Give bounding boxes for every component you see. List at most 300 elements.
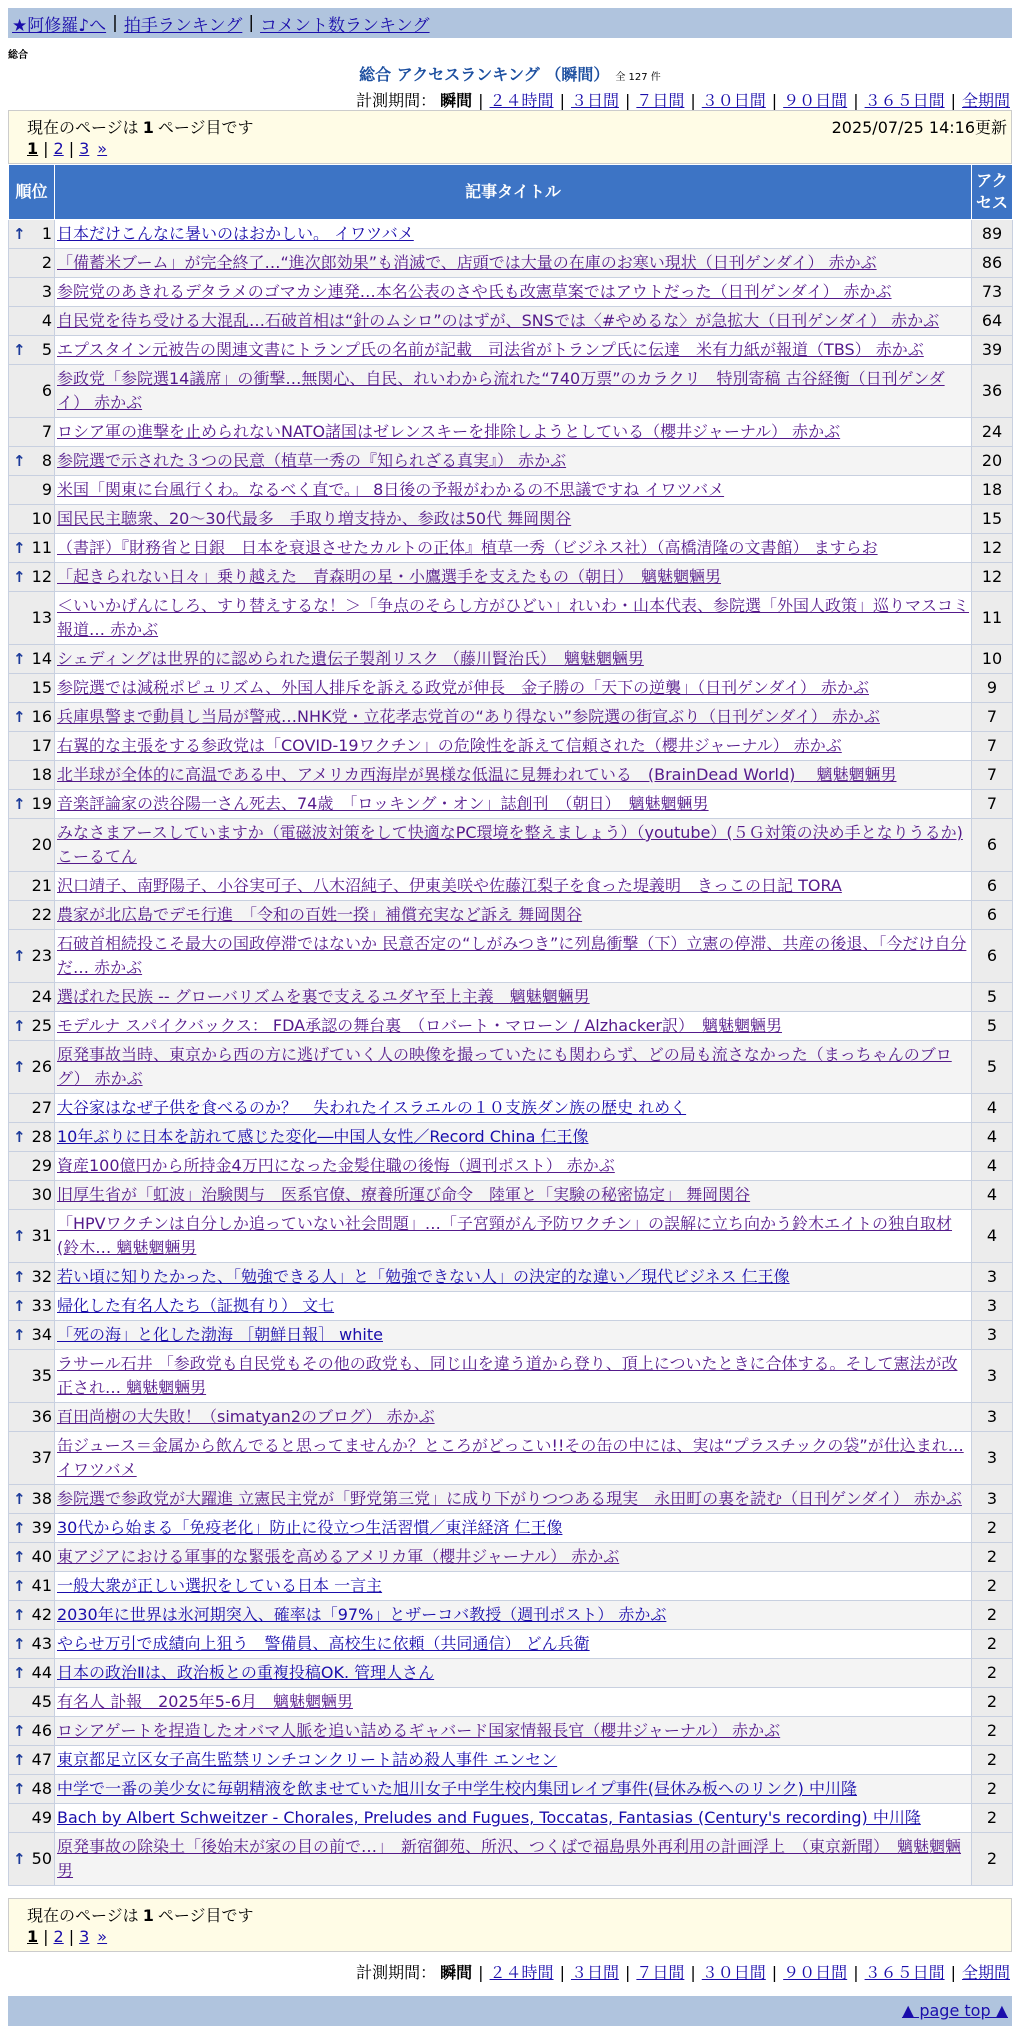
title-cell (55, 563, 972, 592)
period-label: 計測期間： (356, 1963, 437, 1982)
rank-up-arrow-icon: ↑ (13, 1664, 26, 1682)
rank-cell (9, 1717, 55, 1746)
current-page-prefix: 現在のページは (27, 1906, 139, 1925)
table-row (9, 1601, 1013, 1630)
access-count: 5 (972, 1012, 1013, 1041)
table-row (9, 1181, 1013, 1210)
pagination-page-link[interactable]: 2 (53, 139, 64, 158)
period-separator: | (478, 1963, 484, 1982)
title-cell (55, 534, 972, 563)
rank-number: 39 (31, 1518, 52, 1537)
period-separator: | (690, 91, 696, 110)
access-count: 3 (972, 1292, 1013, 1321)
title-cell (55, 1717, 972, 1746)
rank-number: 7 (41, 422, 52, 441)
page-top-link[interactable]: ▲ page top ▲ (901, 2001, 1008, 2020)
section-label: 総合 (8, 50, 28, 61)
article-title-link[interactable]: ロシアゲートを捏造したオバマ人脈を追い詰めるギャバード国家情報長官（櫻井ジャーナル） 赤かぶ (57, 1721, 781, 1740)
rank-up-arrow-icon: ↑ (13, 1751, 26, 1769)
period-link[interactable]: ９０日間 (783, 91, 848, 110)
article-title-link[interactable]: 兵庫県警まで動員し当局が警戒…NHK党・立花孝志党首の“あり得ない”参院選の街宣ぶり（日刊ゲンダイ） 赤かぶ (57, 707, 880, 726)
table-row (9, 1041, 1013, 1094)
period-selector-top (356, 88, 1010, 111)
rank-number: 47 (31, 1750, 52, 1769)
article-title-link[interactable]: 百田尚樹の大失敗！（simatyan2のブログ） 赤かぶ (57, 1407, 435, 1426)
access-count: 2 (972, 1601, 1013, 1630)
ranking-table (8, 164, 1013, 1886)
title-cell (55, 645, 972, 674)
rank-cell (9, 505, 55, 534)
access-count: 4 (972, 1152, 1013, 1181)
rank-up-arrow-icon: ↑ (13, 1548, 26, 1566)
period-link[interactable]: ３日間 (570, 91, 619, 110)
rank-cell (9, 790, 55, 819)
footer-bar (8, 1996, 1012, 2026)
title-cell (55, 447, 972, 476)
access-count: 7 (972, 703, 1013, 732)
rank-cell (9, 732, 55, 761)
pagination-page-current[interactable]: 1 (27, 139, 39, 158)
rank-up-arrow-icon: ↑ (13, 452, 26, 470)
rank-cell (9, 220, 55, 249)
rank-number: 15 (31, 678, 52, 697)
article-title-link[interactable]: （書評）『財務省と日銀 日本を衰退させたカルトの正体』植草一秀（ビジネス社）（高橋清隆の文書館） ますらお (57, 538, 878, 557)
rank-number: 2 (41, 253, 52, 272)
article-title-link[interactable]: 「HPVワクチンは自分しか追っていない社会問題」…「子宮頸がん予防ワクチン」の誤解に立ち向かう鈴木エイトの独自取材(鈴木… 魑魅魍魎男 (57, 1214, 953, 1257)
title-cell (55, 1403, 972, 1432)
rank-cell (9, 365, 55, 418)
rank-number: 28 (31, 1127, 52, 1146)
access-count: 3 (972, 1485, 1013, 1514)
access-count: 12 (972, 563, 1013, 592)
table-row (9, 220, 1013, 249)
rank-number: 24 (31, 987, 52, 1006)
rank-up-arrow-icon: ↑ (13, 1577, 26, 1595)
article-title-link[interactable]: 「起きられない日々」乗り越えた 青森明の星・小鷹選手を支えたもの（朝日） 魑魅魍魎男 (57, 567, 722, 586)
title-cell (55, 1181, 972, 1210)
period-separator: | (559, 1963, 565, 1982)
table-row (9, 1094, 1013, 1123)
rank-up-arrow-icon: ↑ (13, 225, 26, 243)
rank-up-arrow-icon: ↑ (13, 1519, 26, 1537)
period-separator: | (559, 91, 565, 110)
article-title-link[interactable]: 「備蓄米ブーム」が完全終了…“進次郎効果”も消滅で、店頭では大量の在庫のお寒い現状（日刊ゲンダイ） 赤かぶ (57, 253, 877, 272)
rank-cell (9, 983, 55, 1012)
rank-cell (9, 819, 55, 872)
title-cell (55, 1833, 972, 1886)
table-row (9, 307, 1013, 336)
rank-cell (9, 1543, 55, 1572)
article-title-link[interactable]: 国民民主聴衆、20～30代最多 手取り増支持か、参政は50代 舞岡関谷 (57, 509, 572, 528)
rank-cell (9, 1659, 55, 1688)
article-title-link[interactable]: 参院選で参政党が大躍進 立憲民主党が「野党第三党」に成り下がりつつある現実 永田町の裏を読む（日刊ゲンダイ） 赤かぶ (57, 1489, 962, 1508)
title-cell (55, 1321, 972, 1350)
period-separator: | (624, 91, 631, 110)
title-cell (55, 336, 972, 365)
access-count: 4 (972, 1181, 1013, 1210)
article-title-link[interactable]: 参政党「参院選14議席」の衝撃…無関心、自民、れいわから流れた“740万票”のカラクリ 特別寄稿 古谷経衡（日刊ゲンダイ） 赤かぶ (57, 369, 945, 412)
rank-cell (9, 1094, 55, 1123)
table-row (9, 1630, 1013, 1659)
rank-number: 13 (31, 608, 52, 627)
page-title-text: 総合 アクセスランキング （瞬間） (359, 65, 610, 84)
table-row (9, 1659, 1013, 1688)
article-title-link[interactable]: シェディングは世界的に認められた遺伝子製剤リスク （藤川賢治氏） 魑魅魍魎男 (57, 649, 644, 668)
rank-up-arrow-icon: ↑ (13, 1722, 26, 1740)
article-title-link[interactable]: 石破首相続投こそ最大の国政停滞ではないか 民意否定の“しがみつき”に列島衝撃（下）立憲の停滞、共産の後退、「今だけ自分だ… 赤かぶ (57, 934, 967, 977)
access-count: 12 (972, 534, 1013, 563)
table-row (9, 1012, 1013, 1041)
table-row (9, 1514, 1013, 1543)
rank-number: 33 (31, 1296, 52, 1315)
access-count: 18 (972, 476, 1013, 505)
article-title-link[interactable]: 北半球が全体的に高温である中、アメリカ西海岸が異様な低温に見舞われている (BrainDead World) 魑魅魍魎男 (57, 765, 897, 784)
access-count: 3 (972, 1263, 1013, 1292)
rank-number: 35 (31, 1366, 52, 1385)
rank-number: 38 (31, 1489, 52, 1508)
title-cell (55, 1012, 972, 1041)
rank-number: 4 (41, 311, 52, 330)
rank-number: 29 (31, 1156, 52, 1175)
rank-number: 10 (31, 509, 52, 528)
rank-cell (9, 1292, 55, 1321)
pagination (27, 1927, 107, 1946)
title-cell (55, 1432, 972, 1485)
pagination-separator: | (68, 139, 75, 158)
article-title-link[interactable]: 自民党を待ち受ける大混乱…石破首相は“針のムシロ”のはずが、SNSでは〈#やめるな〉が急拡大（日刊ゲンダイ） 赤かぶ (57, 311, 940, 330)
access-count: 6 (972, 930, 1013, 983)
rank-number: 12 (31, 567, 52, 586)
col-access-header: アクセス (972, 165, 1013, 220)
rank-number: 32 (31, 1267, 52, 1286)
article-title-link[interactable]: 日本だけこんなに暑いのはおかしい。 イワツバメ (57, 224, 414, 243)
rank-cell (9, 761, 55, 790)
period-link[interactable]: ３０日間 (701, 91, 766, 110)
table-row (9, 703, 1013, 732)
title-cell (55, 1630, 972, 1659)
title-cell (55, 1775, 972, 1804)
current-page-suffix: ページ目です (157, 118, 254, 137)
period-link[interactable]: 全期間 (961, 1963, 1010, 1982)
article-title-link[interactable]: エプスタイン元被告の関連文書にトランプ氏の名前が記載 司法省がトランプ氏に伝達 米有力紙が報道（TBS） 赤かぶ (57, 340, 924, 359)
rank-number: 49 (31, 1808, 52, 1827)
rank-number: 5 (41, 340, 52, 359)
current-page-text (27, 1903, 254, 1926)
pagination-page-current[interactable]: 1 (27, 1927, 39, 1946)
article-title-link[interactable]: ＜いいかげんにしろ、すり替えするな！＞「争点のそらし方がひどい」れいわ・山本代表、参院選「外国人政策」巡りマスコミ報道… 赤かぶ (57, 596, 970, 639)
pagination-page-link[interactable]: 2 (53, 1927, 64, 1946)
period-separator: | (478, 91, 484, 110)
article-title-link[interactable]: 東アジアにおける軍事的な緊張を高めるアメリカ軍（櫻井ジャーナル） 赤かぶ (57, 1547, 620, 1566)
rank-cell (9, 592, 55, 645)
current-page-number: 1 (142, 118, 154, 137)
article-title-link[interactable]: Bach by Albert Schweitzer - Chorales, Preludes and Fugues, Toccatas, Fantasias (Century's recording) 中川隆 (57, 1808, 921, 1827)
top-nav-bar (8, 8, 1012, 38)
rank-number: 46 (31, 1721, 52, 1740)
rank-number: 26 (31, 1057, 52, 1076)
article-title-link[interactable]: 参院選で示された３つの民意（植草一秀の『知られざる真実』） 赤かぶ (57, 451, 567, 470)
nav-separator: | (112, 13, 118, 33)
rank-cell (9, 1321, 55, 1350)
access-count: 4 (972, 1210, 1013, 1263)
table-row (9, 1350, 1013, 1403)
table-row (9, 278, 1013, 307)
table-row (9, 249, 1013, 278)
table-row (9, 872, 1013, 901)
title-cell (55, 1572, 972, 1601)
article-title-link[interactable]: 原発事故の除染土「後始末が家の目の前で…」 新宿御苑、所沢、つくばで福島県外再利用の計画浮上 （東京新聞） 魑魅魍魎男 (57, 1837, 962, 1880)
pagination-next-link[interactable]: » (97, 1927, 108, 1946)
rank-number: 34 (31, 1325, 52, 1344)
period-separator: | (771, 1963, 778, 1982)
access-count: 2 (972, 1572, 1013, 1601)
pagination-page-link[interactable]: 3 (79, 139, 90, 158)
title-cell (55, 1123, 972, 1152)
period-link[interactable]: ３６５日間 (864, 91, 945, 110)
period-link[interactable]: ９０日間 (783, 1963, 848, 1982)
article-title-link[interactable]: 帰化した有名人たち（証拠有り） 文七 (57, 1296, 335, 1315)
access-count: 7 (972, 732, 1013, 761)
access-count: 11 (972, 592, 1013, 645)
period-separator: | (853, 91, 859, 110)
article-title-link[interactable]: 有名人 訃報 2025年5-6月 魑魅魍魎男 (57, 1692, 353, 1711)
title-cell (55, 1659, 972, 1688)
article-title-link[interactable]: やらせ万引で成績向上狙う 警備員、高校生に依頼（共同通信） どん兵衛 (57, 1634, 590, 1653)
rank-up-arrow-icon: ↑ (13, 1268, 26, 1286)
rank-number: 1 (41, 224, 52, 243)
title-cell (55, 1804, 972, 1833)
rank-cell (9, 418, 55, 447)
table-row (9, 1432, 1013, 1485)
article-title-link[interactable]: みなさまアースしていますか（電磁波対策をして快適なPC環境を整えましょう）（youtube）(５Ｇ対策の決め手となりうるか) こーるてん (57, 823, 963, 866)
table-row (9, 1485, 1013, 1514)
rank-number: 18 (31, 765, 52, 784)
current-page-prefix: 現在のページは (27, 118, 139, 137)
rank-number: 50 (31, 1849, 52, 1868)
article-title-link[interactable]: ロシア軍の進撃を止められないNATO諸国はゼレンスキーを排除しようとしている（櫻井ジャーナル） 赤かぶ (57, 422, 841, 441)
rank-number: 30 (31, 1185, 52, 1204)
period-link[interactable]: ３０日間 (701, 1963, 766, 1982)
article-title-link[interactable]: 大谷家はなぜ子供を食べるのか？ 失われたイスラエルの１０支族ダン族の歴史 れめく (57, 1098, 687, 1117)
rank-cell (9, 249, 55, 278)
col-title-header: 記事タイトル (55, 165, 972, 220)
access-count: 7 (972, 761, 1013, 790)
rank-up-arrow-icon: ↑ (13, 568, 26, 586)
table-row (9, 1263, 1013, 1292)
rank-up-arrow-icon: ↑ (13, 1606, 26, 1624)
period-separator: | (624, 1963, 631, 1982)
table-row (9, 1572, 1013, 1601)
rank-number: 17 (31, 736, 52, 755)
access-count: 2 (972, 1775, 1013, 1804)
rank-number: 42 (31, 1605, 52, 1624)
period-separator: | (690, 1963, 696, 1982)
period-link[interactable]: 全期間 (961, 91, 1010, 110)
table-row (9, 645, 1013, 674)
period-link[interactable]: ７日間 (636, 91, 685, 110)
rank-number: 6 (41, 381, 52, 400)
table-row (9, 418, 1013, 447)
title-cell (55, 1543, 972, 1572)
title-cell (55, 592, 972, 645)
rank-cell (9, 872, 55, 901)
nav-comment-ranking-link[interactable]: コメント数ランキング (260, 15, 430, 36)
rank-cell (9, 1123, 55, 1152)
table-row (9, 674, 1013, 703)
article-title-link[interactable]: 参院党のあきれるデタラメのゴマカシ連発…本名公表のさや氏も改憲草案ではアウトだった（日刊ゲンダイ） 赤かぶ (57, 282, 892, 301)
period-link[interactable]: ３日間 (570, 1963, 619, 1982)
article-title-link[interactable]: 若い頃に知りたかった、「勉強できる人」と「勉強できない人」の決定的な違い／現代ビジネス 仁王像 (57, 1267, 790, 1286)
article-title-link[interactable]: 音楽評論家の渋谷陽一さん死去、74歳 「ロッキング・オン」誌創刊 （朝日） 魑魅魍魎男 (57, 794, 709, 813)
table-row (9, 1804, 1013, 1833)
table-row (9, 761, 1013, 790)
rank-cell (9, 1181, 55, 1210)
article-title-link[interactable]: 沢口靖子、南野陽子、小谷実可子、八木沼純子、伊東美咲や佐藤江梨子を食った堤義明 きっこの日記 TORA (57, 876, 842, 895)
rank-cell (9, 1403, 55, 1432)
access-count: 2 (972, 1804, 1013, 1833)
current-page-text (27, 115, 254, 138)
rank-number: 9 (41, 480, 52, 499)
period-link[interactable]: ２４時間 (489, 1963, 554, 1982)
access-count: 2 (972, 1543, 1013, 1572)
rank-cell (9, 1350, 55, 1403)
title-cell (55, 1746, 972, 1775)
article-title-link[interactable]: 右翼的な主張をする参政党は「COVID-19ワクチン」の危険性を訴えて信頼された（櫻井ジャーナル） 赤かぶ (57, 736, 842, 755)
period-separator: | (771, 91, 778, 110)
nav-clap-ranking-link[interactable]: 拍手ランキング (123, 15, 243, 36)
period-current: 瞬間 (440, 91, 473, 110)
col-rank-header: 順位 (9, 165, 55, 220)
title-cell (55, 365, 972, 418)
access-count: 6 (972, 819, 1013, 872)
article-title-link[interactable]: 参院選では減税ポピュリズム、外国人排斥を訴える政党が伸長 金子勝の「天下の逆襲」（日刊ゲンダイ） 赤かぶ (57, 678, 869, 697)
ranking-table-body (9, 220, 1013, 1886)
rank-cell (9, 1041, 55, 1094)
table-row (9, 592, 1013, 645)
article-title-link[interactable]: 10年ぶりに日本を訪れて感じた変化―中国人女性／Record China 仁王像 (57, 1127, 589, 1146)
access-count: 2 (972, 1746, 1013, 1775)
rank-cell (9, 1833, 55, 1886)
current-page-number: 1 (142, 1906, 154, 1925)
access-count: 7 (972, 790, 1013, 819)
article-title-link[interactable]: 中学で一番の美少女に毎朝精液を飲ませていた旭川女子中学生校内集団レイプ事件(昼休み板へのリンク) 中川隆 (57, 1779, 857, 1798)
rank-number: 40 (31, 1547, 52, 1566)
table-row (9, 819, 1013, 872)
rank-cell (9, 1485, 55, 1514)
rank-cell (9, 476, 55, 505)
rank-number: 36 (31, 1407, 52, 1426)
table-row (9, 1403, 1013, 1432)
article-title-link[interactable]: 30代から始まる「免疫老化」防止に役立つ生活習慣／東洋経済 仁王像 (57, 1518, 563, 1537)
article-title-link[interactable]: 缶ジュース＝金属から飲んでると思ってませんか？ところがどっこい!!その缶の中には、実は“プラスチックの袋”が仕込まれ… イワツバメ (57, 1436, 964, 1479)
nav-separator: | (248, 13, 255, 33)
article-title-link[interactable]: 一般大衆が正しい選択をしている日本 一言主 (57, 1576, 383, 1595)
rank-up-arrow-icon: ↑ (13, 1227, 26, 1245)
table-row (9, 732, 1013, 761)
table-row (9, 1833, 1013, 1886)
table-row (9, 1321, 1013, 1350)
title-cell (55, 790, 972, 819)
access-count: 3 (972, 1403, 1013, 1432)
title-cell (55, 1350, 972, 1403)
access-count: 6 (972, 872, 1013, 901)
access-count: 20 (972, 447, 1013, 476)
rank-up-arrow-icon: ↑ (13, 1017, 26, 1035)
pagination-page-link[interactable]: 3 (79, 1927, 90, 1946)
title-cell (55, 249, 972, 278)
rank-cell (9, 1688, 55, 1717)
pagination-next-link[interactable]: » (97, 139, 108, 158)
access-count: 2 (972, 1630, 1013, 1659)
rank-number: 37 (31, 1448, 52, 1467)
article-title-link[interactable]: 農家が北広島でデモ行進 「令和の百姓一揆」補償充実など訴え 舞岡関谷 (57, 905, 583, 924)
rank-number: 3 (41, 282, 52, 301)
access-count: 24 (972, 418, 1013, 447)
article-title-link[interactable]: 原発事故当時、東京から西の方に逃げていく人の映像を撮っていたにも関わらず、どの局も流さなかった（まっちゃんのブログ） 赤かぶ (57, 1045, 952, 1088)
title-cell (55, 1210, 972, 1263)
article-title-link[interactable]: 日本の政治Ⅱは、政治板との重複投稿OK. 管理人さん (57, 1663, 435, 1682)
access-count: 2 (972, 1717, 1013, 1746)
title-cell (55, 703, 972, 732)
rank-number: 8 (41, 451, 52, 470)
period-link[interactable]: ７日間 (636, 1963, 685, 1982)
article-title-link[interactable]: 「死の海」と化した渤海 ［朝鮮日報］ white (57, 1325, 383, 1344)
rank-cell (9, 1012, 55, 1041)
access-count: 10 (972, 645, 1013, 674)
title-cell (55, 872, 972, 901)
rank-number: 16 (31, 707, 52, 726)
rank-up-arrow-icon: ↑ (13, 1326, 26, 1344)
updated-timestamp: 2025/07/25 14:16更新 (831, 118, 1007, 137)
article-title-link[interactable]: 旧厚生省が「虹波」治験関与 医系官僚、療養所運び命令 陸軍と「実験の秘密協定」 舞岡関谷 (57, 1185, 751, 1204)
period-selector-bottom (356, 1960, 1010, 1983)
article-title-link[interactable]: ラサール石井 「参政党も自民党もその他の政党も、同じ山を違う道から登り、頂上についたときに合体する。そして憲法が改正され… 魑魅魍魎男 (57, 1354, 958, 1397)
table-row (9, 1152, 1013, 1181)
period-separator: | (950, 91, 956, 110)
rank-up-arrow-icon: ↑ (13, 650, 26, 668)
rank-cell (9, 1514, 55, 1543)
article-title-link[interactable]: 東京都足立区女子高生監禁リンチコンクリート詰め殺人事件 エンセン (57, 1750, 558, 1769)
table-row (9, 1746, 1013, 1775)
rank-up-arrow-icon: ↑ (13, 795, 26, 813)
article-title-link[interactable]: 選ばれた民族 -- グローバリズムを裏で支えるユダヤ至上主義 魑魅魍魎男 (57, 987, 590, 1006)
period-link[interactable]: ２４時間 (489, 91, 554, 110)
rank-cell (9, 1804, 55, 1833)
access-count: 2 (972, 1659, 1013, 1688)
article-title-link[interactable]: 2030年に世界は氷河期突入、確率は「97%」とザーコバ教授（週刊ポスト） 赤かぶ (57, 1605, 667, 1624)
title-cell (55, 674, 972, 703)
rank-cell (9, 901, 55, 930)
access-count: 3 (972, 1432, 1013, 1485)
rank-up-arrow-icon: ↑ (13, 1297, 26, 1315)
table-row (9, 1210, 1013, 1263)
rank-number: 27 (31, 1098, 52, 1117)
table-row (9, 901, 1013, 930)
nav-home-link[interactable]: ★阿修羅♪へ (12, 15, 107, 36)
page-title (0, 62, 1020, 85)
item-count: 全 127 件 (615, 72, 661, 83)
rank-up-arrow-icon: ↑ (13, 1780, 26, 1798)
article-title-link[interactable]: 米国「関東に台風行くわ。なるべく直で。」 8日後の予報がわかるの不思議ですね イワツバメ (57, 480, 725, 499)
article-title-link[interactable]: 資産100億円から所持金4万円になった金髪住職の後悔（週刊ポスト） 赤かぶ (57, 1156, 615, 1175)
rank-up-arrow-icon: ↑ (13, 1850, 26, 1868)
period-link[interactable]: ３６５日間 (864, 1963, 945, 1982)
access-count: 2 (972, 1833, 1013, 1886)
article-title-link[interactable]: モデルナ スパイクバックス： FDA承認の舞台裏 （ロバート・マローン / Alzhacker訳） 魑魅魍魎男 (57, 1016, 783, 1035)
access-count: 5 (972, 1041, 1013, 1094)
title-cell (55, 1514, 972, 1543)
current-page-suffix: ページ目です (157, 1906, 254, 1925)
